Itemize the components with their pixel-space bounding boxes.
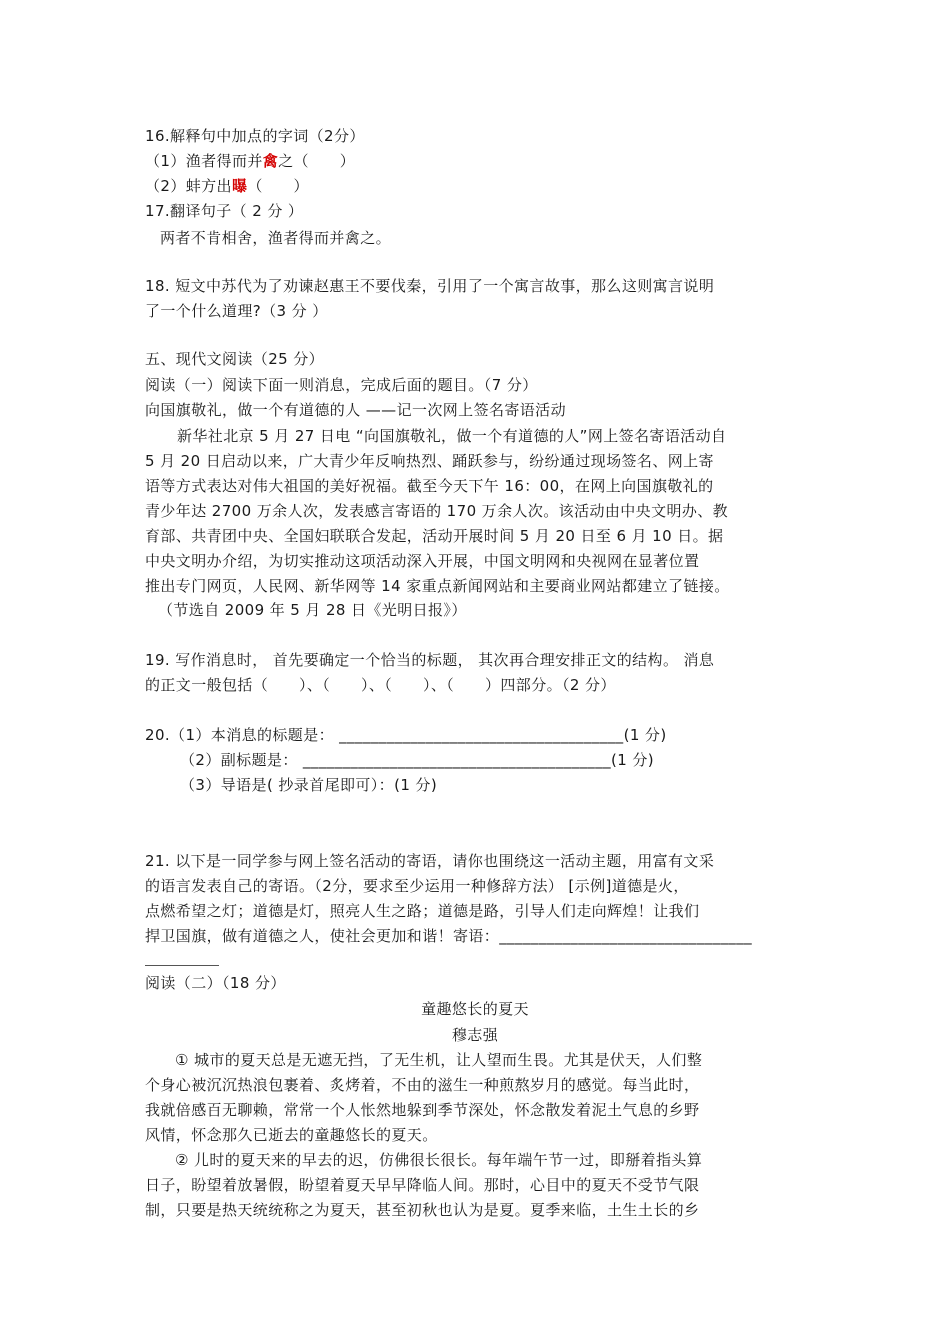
essay-author: 穆志强 <box>451 1026 499 1044</box>
reading-1-intro: 阅读（一）阅读下面一则消息，完成后面的题目。（7 分） <box>145 376 538 394</box>
news-line-2: 5 月 20 日启动以来，广大青少年反响热烈、踊跃参与，纷纷通过现场签名、网上寄 <box>145 452 714 470</box>
q21-line-3: 点燃希望之灯；道德是灯，照亮人生之路；道德是路，引导人们走向辉煌！让我们 <box>145 902 700 920</box>
q16-item-1-post: 之（ ） <box>278 152 356 170</box>
essay-para-2-line-1: ② 儿时的夏天来的早去的迟，仿佛很长很长。每年端午节一过，即掰着指头算 <box>175 1151 703 1169</box>
news-line-1: 新华社北京 5 月 27 日电 “向国旗敬礼，做一个有道德的人”网上签名寄语活动自 <box>177 427 727 445</box>
news-line-4: 青少年达 2700 万余人次，发表感言寄语的 170 万余人次。该活动由中央文明办、教 <box>145 502 729 520</box>
news-source: （节选自 2009 年 5 月 28 日《光明日报》） <box>158 601 467 619</box>
q21-line-1: 21. 以下是一同学参与网上签名活动的寄语，请你也围绕这一活动主题，用富有文采 <box>145 852 715 870</box>
q18-line-1: 18. 短文中苏代为了劝谏赵惠王不要伐秦，引用了一个寓言故事，那么这则寓言说明 <box>145 277 715 295</box>
essay-para-1-line-1: ① 城市的夏天总是无遮无挡，了无生机，让人望而生畏。尤其是伏天，人们整 <box>175 1051 703 1069</box>
q21-line-2: 的语言发表自己的寄语。（2分，要求至少运用一种修辞方法） [示例]道德是火， <box>145 877 689 895</box>
section-5-heading: 五、现代文阅读（25 分） <box>145 350 325 368</box>
news-line-7: 推出专门网页，人民网、新华网等 14 家重点新闻网站和主要商业网站都建立了链接。 <box>145 577 730 595</box>
q17-title: 17.翻译句子（ 2 分 ） <box>145 202 304 220</box>
news-line-6: 中央文明办介绍，为切实推动这项活动深入开展，中国文明网和央视网在显著位置 <box>145 552 700 570</box>
news-line-3: 语等方式表达对伟大祖国的美好祝福。截至今天下午 16：00，在网上向国旗敬礼的 <box>145 477 714 495</box>
reading-2-intro: 阅读（二）（18 分） <box>145 974 286 992</box>
q19-line-2: 的正文一般包括（ ）、（ ）、（ ）、（ ）四部分。（2 分） <box>145 676 616 694</box>
q16-item-2-pre: （2）蚌方出 <box>145 177 232 195</box>
q16-item-2 <box>145 176 309 196</box>
q20-line-3: （3）导语是( 抄录首尾即可）：(1 分) <box>180 776 438 794</box>
q19-line-1: 19. 写作消息时， 首先要确定一个恰当的标题， 其次再合理安排正文的结构。 消息 <box>145 651 715 669</box>
essay-para-1-line-4: 风情，怀念那久已逝去的童趣悠长的夏天。 <box>145 1126 438 1144</box>
answer-underline <box>145 965 219 966</box>
news-title: 向国旗敬礼，做一个有道德的人 ——记一次网上签名寄语活动 <box>145 401 566 419</box>
q16-item-1-pre: （1）渔者得而并 <box>145 152 263 170</box>
q18-line-2: 了一个什么道理?（3 分 ） <box>145 302 328 320</box>
q20-line-2: （2）副标题是： _______________________________________(1 分) <box>180 751 655 769</box>
q16-title: 16.解释句中加点的字词（2分） <box>145 127 365 145</box>
essay-para-1-line-3: 我就倍感百无聊赖，常常一个人怅然地躲到季节深处，怀念散发着泥土气息的乡野 <box>145 1101 700 1119</box>
news-line-5: 育部、共青团中央、全国妇联联合发起，活动开展时间 5 月 20 日至 6 月 10 日。据 <box>145 527 724 545</box>
essay-para-2-line-2: 日子，盼望着放暑假，盼望着夏天早早降临人间。那时，心目中的夏天不受节气限 <box>145 1176 700 1194</box>
essay-para-2-line-3: 制，只要是热天统统称之为夏天，甚至初秋也认为是夏。夏季来临，土生土长的乡 <box>145 1201 700 1219</box>
q16-item-2-post: （ ） <box>247 177 309 195</box>
q16-item-1-word: 禽 <box>262 152 279 170</box>
q21-line-4: 捍卫国旗，做有道德之人，使社会更加和谐！寄语：________________________________ <box>145 927 753 945</box>
q17-sentence: 两者不肯相舍，渔者得而并禽之。 <box>160 229 392 247</box>
q16-item-2-word: 曝 <box>231 177 248 195</box>
essay-para-1-line-2: 个身心被沉沉热浪包裹着、炙烤着，不由的滋生一种煎熬岁月的感觉。每当此时， <box>145 1076 700 1094</box>
q16-item-1 <box>145 151 355 171</box>
essay-title: 童趣悠长的夏天 <box>421 1000 529 1018</box>
q20-line-1: 20.（1）本消息的标题是： ____________________________________(1 分) <box>145 726 667 744</box>
